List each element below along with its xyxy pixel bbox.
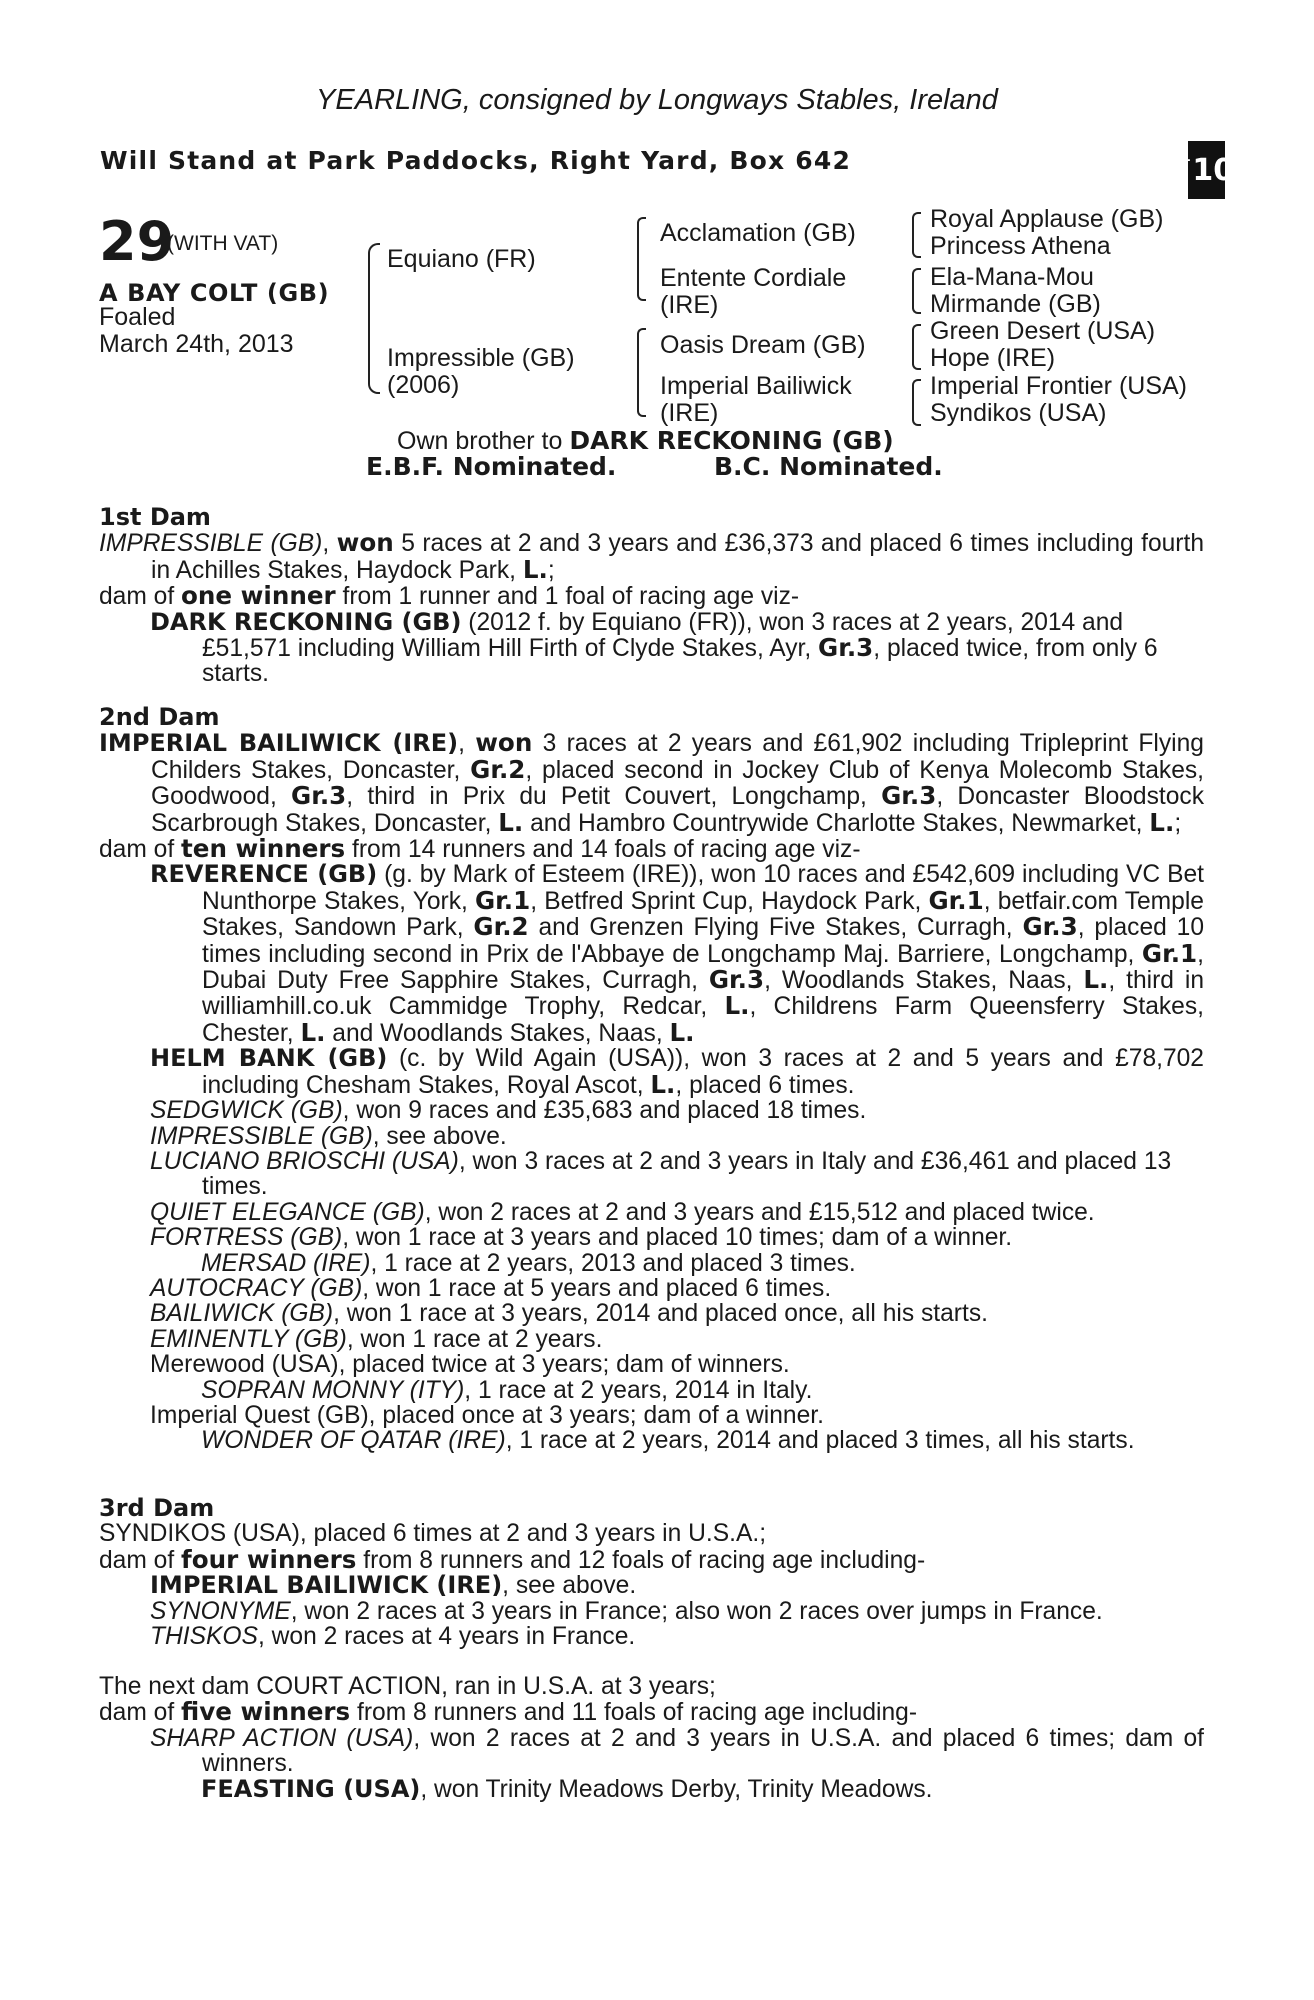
listed-label: L. (300, 1017, 326, 1047)
record-text: , placed twice, from only 6 starts. (202, 635, 1158, 688)
own-brother-name: DARK RECKONING (GB) (569, 426, 894, 455)
record-text: dam of (99, 1699, 182, 1727)
listed-label: L. (724, 991, 750, 1021)
horse-name: REVERENCE (GB) (150, 860, 378, 889)
first-dam-heading: 1st Dam (99, 503, 211, 531)
pedigree-g5: Green Desert (USA) (930, 317, 1156, 345)
group-label: Gr.3 (818, 633, 874, 663)
horse-name: AUTOCRACY (GB) (150, 1274, 363, 1302)
listed-label: L. (1149, 807, 1175, 837)
horse-name: HELM BANK (GB) (150, 1044, 388, 1073)
produce-entry (150, 1149, 1204, 1200)
third-dam-produce-summary (99, 1544, 1204, 1574)
produce-entry (150, 1124, 1204, 1149)
listed-label: L. (522, 554, 548, 584)
own-brother-prefix: Own brother to (397, 427, 570, 455)
produce-entry (150, 1251, 1204, 1276)
horse-name: IMPERIAL BAILIWICK (IRE) (99, 729, 459, 758)
horse-name: THISKOS (150, 1623, 258, 1651)
first-dam-produce-summary (99, 583, 1204, 609)
record-text: , betfair.com Temple Stakes, Sandown Park, (202, 887, 1204, 942)
produce-entry (99, 607, 1204, 688)
record-text: from 14 runners and 14 foals of racing age viz- (345, 836, 861, 864)
record-text: , placed 10 times including second in Prix de l'Abbaye de Longchamp Maj. Barriere, Longchamp, (202, 914, 1204, 968)
pedigree-brace-sire (637, 217, 646, 301)
pedigree-g7: Imperial Frontier (USA) (930, 372, 1187, 400)
pedigree-sire-dam-l1: Entente Cordiale (660, 264, 847, 292)
pedigree-g4: Mirmande (GB) (930, 290, 1101, 318)
foaled-label: Foaled (99, 303, 176, 331)
produce-entry (150, 1327, 1204, 1352)
pedigree-dam-dam-l1: Imperial Bailiwick (660, 372, 852, 400)
produce-list (99, 1573, 1204, 1649)
pedigree-sire-dam-l2: (IRE) (660, 291, 719, 319)
produce-entry-text (150, 607, 1204, 688)
record-text: , see above. (502, 1572, 637, 1600)
record-text: , won 9 races and £35,683 and placed 18 times. (342, 1097, 867, 1125)
horse-name: WONDER OF QATAR (IRE) (201, 1427, 506, 1455)
own-brother-line (397, 427, 894, 455)
pedigree-brace-g4 (912, 379, 921, 426)
record-text: , third in Prix du Petit Couvert, Longchamp, (346, 783, 882, 811)
produce-entry: Imperial Quest (GB), placed once at 3 years; dam of a winner. (150, 1401, 824, 1429)
group-label: Gr.1 (928, 885, 984, 915)
winners-count: five winners (181, 1697, 351, 1727)
group-label: Gr.3 (291, 781, 347, 811)
foaled-info (99, 304, 294, 358)
record-text: , Childrens Farm Queensferry Stakes, Chester, (202, 993, 1204, 1047)
produce-entry (150, 1098, 1204, 1123)
winners-count: ten winners (181, 834, 346, 864)
record-text: 3 races at 2 years and £61,902 including Tripleprint Flying Childers Stakes, Doncaster, (151, 730, 1204, 784)
horse-name: FORTRESS (GB) (150, 1224, 343, 1252)
pedigree-g1: Royal Applause (GB) (930, 205, 1164, 233)
record-text: , Dubai Duty Free Sapphire Stakes, Curragh, (202, 940, 1204, 995)
produce-list (99, 862, 1204, 1453)
lot-badge (1178, 141, 1235, 199)
first-dam-name: IMPRESSIBLE (GB) (99, 530, 323, 558)
produce-entry (150, 1726, 1204, 1777)
ebf-nominated: E.B.F. Nominated. (366, 452, 617, 481)
group-label: Gr.2 (473, 912, 529, 942)
produce-entry (150, 1276, 1204, 1301)
vat-note: (WITH VAT) (167, 232, 279, 255)
third-dam-record: SYNDIKOS (USA), placed 6 times at 2 and 3 years in U.S.A.; (99, 1520, 767, 1548)
record-text: and Woodlands Stakes, Naas, (325, 1019, 670, 1047)
record-text: , Betfred Sprint Cup, Haydock Park, (530, 887, 929, 915)
produce-entry (150, 1599, 1204, 1624)
lot-number: 29 (99, 210, 175, 273)
produce-entry (150, 1225, 1204, 1250)
produce-list (99, 1726, 1204, 1802)
next-dam-record: The next dam COURT ACTION, ran in U.S.A. at 3 years; (99, 1673, 716, 1700)
consignment-line: YEARLING, consigned by Longways Stables, Ireland (316, 84, 998, 116)
second-dam-produce-summary (99, 836, 1204, 862)
record-text: , 1 race at 2 years, 2013 and placed 3 times. (370, 1249, 856, 1277)
record-text: (2012 f. by Equiano (FR)), won 3 races at 2 years, 2014 and £51,571 including William Hill Firth of Clyde Stakes, Ayr, (202, 608, 1124, 663)
next-dam-produce-summary (99, 1699, 1204, 1725)
listed-label: L. (498, 807, 524, 837)
third-dam-heading: 3rd Dam (99, 1494, 215, 1522)
record-text: , Woodlands Stakes, Naas, (764, 967, 1084, 995)
record-text: (g. by Mark of Esteem (IRE)), won 10 races and £542,609 including VC Bet Nunthorpe Stakes, York, (202, 861, 1204, 915)
record-text: , won 2 races at 4 years in France. (257, 1623, 636, 1651)
produce-entry (150, 1428, 1204, 1453)
record-text: from 8 runners and 12 foals of racing age including- (356, 1546, 926, 1574)
record-text: ; (1174, 809, 1182, 837)
produce-entry (150, 1378, 1204, 1403)
pedigree-dam: Impressible (GB) (387, 344, 575, 372)
lot-description: A BAY COLT (GB) (99, 279, 330, 307)
horse-name: FEASTING (USA) (201, 1774, 421, 1803)
horse-name: IMPERIAL BAILIWICK (IRE) (150, 1571, 503, 1600)
produce-entry (150, 1774, 1204, 1803)
produce-entry: Merewood (USA), placed twice at 3 years; dam of winners. (150, 1351, 790, 1379)
record-text: , 1 race at 2 years, 2014 in Italy. (464, 1376, 813, 1404)
record-text: , won 2 races at 3 years in France; also won 2 races over jumps in France. (290, 1597, 1103, 1625)
record-text: (c. by Wild Again (USA)), won 3 races at 2 and 5 years and £78,702 including Chesham Stakes, Royal Ascot, (202, 1045, 1204, 1099)
horse-name: LUCIANO BRIOSCHI (USA) (150, 1147, 459, 1175)
record-text: ; (547, 556, 555, 584)
record-text: , won 3 races at 2 and 3 years in Italy and £36,461 and placed 13 times. (202, 1147, 1172, 1201)
produce-entry (150, 1200, 1204, 1225)
record-text: , won Trinity Meadows Derby, Trinity Meadows. (420, 1775, 933, 1803)
record-text: , placed second in Jockey Club of Kenya Molecomb Stakes, Goodwood, (151, 756, 1204, 811)
horse-name: SYNONYME (150, 1597, 291, 1625)
group-label: Gr.2 (470, 754, 526, 784)
record-text: and Hambro Countrywide Charlotte Stakes, Newmarket, (523, 809, 1150, 837)
horse-name: SHARP ACTION (USA) (150, 1724, 414, 1752)
pedigree-brace-g1 (912, 212, 921, 258)
horse-name: SOPRAN MONNY (ITY) (201, 1376, 465, 1404)
next-dam-section (99, 1674, 1204, 1802)
horse-name: MERSAD (IRE) (201, 1249, 371, 1277)
record-text: 5 races at 2 and 3 years and £36,373 and placed 6 times including fourth in Achilles Stakes, Haydock Park, (151, 530, 1205, 584)
pedigree-g8: Syndikos (USA) (930, 399, 1107, 427)
second-dam-record: IMPERIAL BAILIWICK (IRE), won 3 races at 2 years and £61,902 including Tripleprint Flying Childers Stakes, Doncaster, Gr.2, placed second in Jockey Club of Kenya Molecomb Stakes, Goodwood, Gr.3, third in Prix du Petit Couvert, Longchamp, Gr.3, Doncaster Bloodstock Scarbrough Stakes, Doncaster, L. and Hambro Countrywide Charlotte Stakes, Newmarket, L.; (99, 728, 1205, 837)
winners-count: four winners (181, 1544, 357, 1574)
horse-name: DARK RECKONING (GB) (150, 607, 462, 636)
horse-name: BAILIWICK (GB) (150, 1300, 334, 1328)
record-text: , won 1 race at 5 years and placed 6 times. (362, 1274, 832, 1302)
record-text: , third in williamhill.co.uk Cammidge Trophy, Redcar, (202, 967, 1204, 1021)
record-text: from 8 runners and 11 foals of racing age including- (350, 1699, 918, 1727)
record-text: dam of (99, 583, 182, 611)
record-text: , won 1 race at 2 years. (346, 1325, 603, 1353)
pedigree-dam-sire: Oasis Dream (GB) (660, 331, 866, 359)
pedigree-brace-dam (637, 328, 646, 417)
second-dam-section (99, 705, 1204, 1454)
record-text: , Doncaster Bloodstock Scarbrough Stakes, Doncaster, (151, 783, 1205, 837)
pedigree-g3: Ela-Mana-Mou (930, 263, 1094, 291)
pedigree-dam-year: (2006) (387, 371, 460, 399)
horse-name: IMPRESSIBLE (GB) (150, 1122, 373, 1150)
record-text: , see above. (372, 1122, 507, 1150)
badge-number: 10 (1192, 152, 1235, 188)
produce-entry (150, 862, 1204, 1046)
bc-nominated: B.C. Nominated. (714, 452, 943, 481)
first-dam-section (99, 505, 1204, 687)
produce-entry (150, 1046, 1204, 1098)
record-text: , placed 6 times. (675, 1071, 855, 1099)
stand-location: Will Stand at Park Paddocks, Right Yard, Box 642 (100, 146, 852, 175)
group-label: Gr.3 (881, 781, 937, 811)
badge-plus: + (1178, 151, 1192, 169)
third-dam-section (99, 1496, 1204, 1649)
record-text: , won 1 race at 3 years, 2014 and placed once, all his starts. (333, 1300, 988, 1328)
pedigree-brace-main (368, 243, 380, 394)
pedigree-brace-g2 (912, 268, 921, 314)
produce-entry (150, 1573, 1204, 1598)
listed-label: L. (669, 1017, 695, 1047)
pedigree-sire-sire: Acclamation (GB) (660, 219, 856, 247)
won-label: won (336, 528, 394, 558)
pedigree-sire: Equiano (FR) (387, 245, 536, 273)
horse-name: EMINENTLY (GB) (150, 1325, 347, 1353)
record-text: dam of (99, 1546, 182, 1574)
record-text: dam of (99, 836, 182, 864)
record-text: , 1 race at 2 years, 2014 and placed 3 times, all his starts. (505, 1427, 1135, 1455)
group-label: Gr.1 (1141, 938, 1198, 968)
record-text: , won 2 races at 2 and 3 years in U.S.A. and placed 6 times; dam of winners. (202, 1724, 1204, 1778)
horse-name: QUIET ELEGANCE (GB) (150, 1198, 425, 1226)
record-text: , won 2 races at 2 and 3 years and £15,512 and placed twice. (424, 1198, 1095, 1226)
produce-entry (150, 1624, 1204, 1649)
won-label: won (475, 728, 533, 758)
second-dam-heading: 2nd Dam (99, 703, 220, 731)
first-dam-record: IMPRESSIBLE (GB), won 5 races at 2 and 3 years and £36,373 and placed 6 times including fourth in Achilles Stakes, Haydock Park, L.; (99, 528, 1205, 584)
horse-name: SEDGWICK (GB) (150, 1097, 343, 1125)
foaled-date: March 24th, 2013 (99, 330, 294, 358)
record-text: , won 1 race at 3 years and placed 10 times; dam of a winner. (342, 1224, 1013, 1252)
listed-label: L. (650, 1069, 676, 1099)
group-label: Gr.3 (1022, 912, 1078, 942)
pedigree-dam-dam-l2: (IRE) (660, 399, 719, 427)
record-text: and Grenzen Flying Five Stakes, Curragh, (528, 914, 1023, 942)
group-label: Gr.3 (708, 965, 765, 995)
pedigree-brace-g3 (912, 324, 921, 370)
produce-entry (150, 1301, 1204, 1326)
record-text: from 1 runner and 1 foal of racing age viz- (335, 583, 800, 611)
pedigree-g2: Princess Athena (930, 232, 1111, 260)
listed-label: L. (1083, 965, 1109, 995)
group-label: Gr.1 (474, 885, 531, 915)
winners-count: one winner (181, 581, 336, 611)
pedigree-g6: Hope (IRE) (930, 344, 1056, 372)
